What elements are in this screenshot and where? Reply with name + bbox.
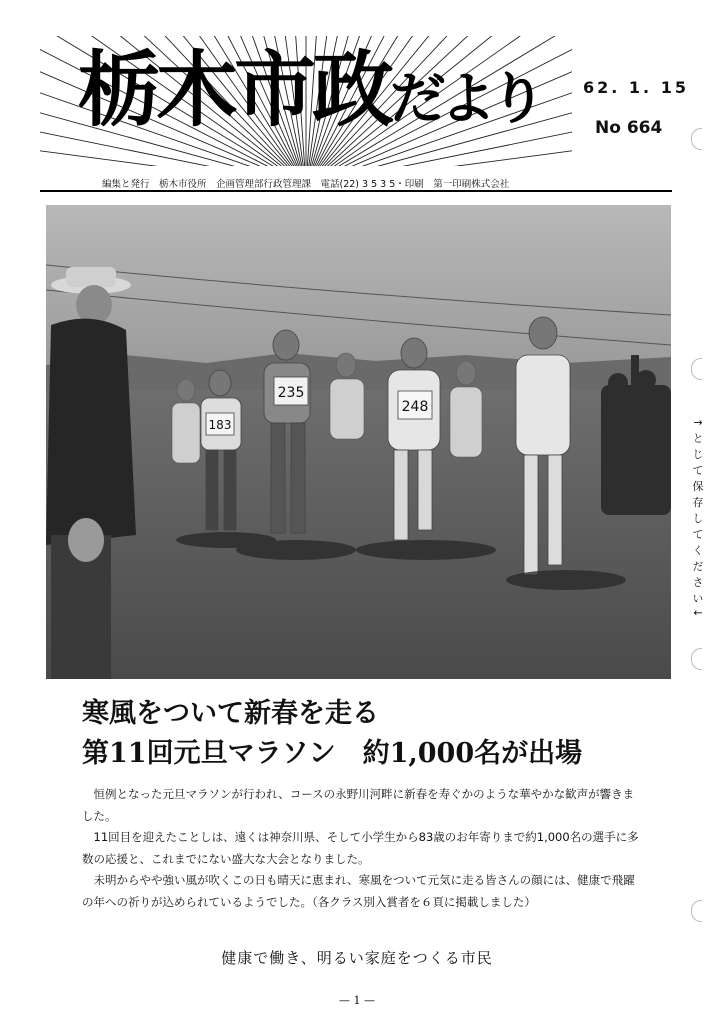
article-paragraph: 未明からやや強い風が吹くこの日も晴天に恵まれ、寒風をついて元気に走る皆さんの顔には、健康で飛躍の年への祈りが込められているようでした。（各クラス別入賞者を６頁に掲載しました） xyxy=(82,873,635,909)
issue-number: No 664 xyxy=(595,118,663,138)
photo-sky xyxy=(46,205,671,375)
article-paragraph: 恒例となった元旦マラソンが行われ、コースの永野川河畔に新春を寿ぐかのような華やかな歓声が響きました。 xyxy=(82,787,635,823)
punch-hole-mark xyxy=(691,128,702,150)
masthead xyxy=(40,36,572,166)
header-rule xyxy=(40,190,672,192)
bib-number-248: 248 xyxy=(401,399,429,415)
city-slogan: 健康で働き、明るい家庭をつくる市民 xyxy=(221,949,493,967)
title-small: だより xyxy=(390,67,541,132)
headline-2: 第11回元旦マラソン 約1,000名が出場 xyxy=(82,738,583,769)
masthead-title xyxy=(78,43,541,138)
bib-number-183: 183 xyxy=(208,418,232,432)
issue-date: 62. 1. 15 xyxy=(583,78,689,97)
title-main: 栃木市政 xyxy=(78,43,391,138)
marathon-photo-illustration xyxy=(46,205,671,679)
marathon-photo xyxy=(46,205,671,679)
punch-hole-mark xyxy=(691,358,702,380)
headline-1: 寒風をついて新春を走る xyxy=(82,698,379,729)
punch-hole-mark xyxy=(691,900,702,922)
publisher-line: 編集と発行 栃木市役所 企画管理部行政管理課 電話(22) 3 5 3 5・印刷 第一印刷株式会社 xyxy=(102,179,510,190)
article-paragraph: 11回目を迎えたことしは、遠くは神奈川県、そして小学生から83歳のお年寄りまで約1,000名の選手に多数の応援と、これまでにない盛大な大会となりました。 xyxy=(82,830,639,866)
binding-note: ↑とじて保存してください↓ xyxy=(691,418,704,623)
article-body xyxy=(82,784,642,913)
punch-hole-mark xyxy=(691,648,702,670)
page-number: — 1 — xyxy=(339,994,375,1007)
bib-number-235: 235 xyxy=(277,385,305,401)
